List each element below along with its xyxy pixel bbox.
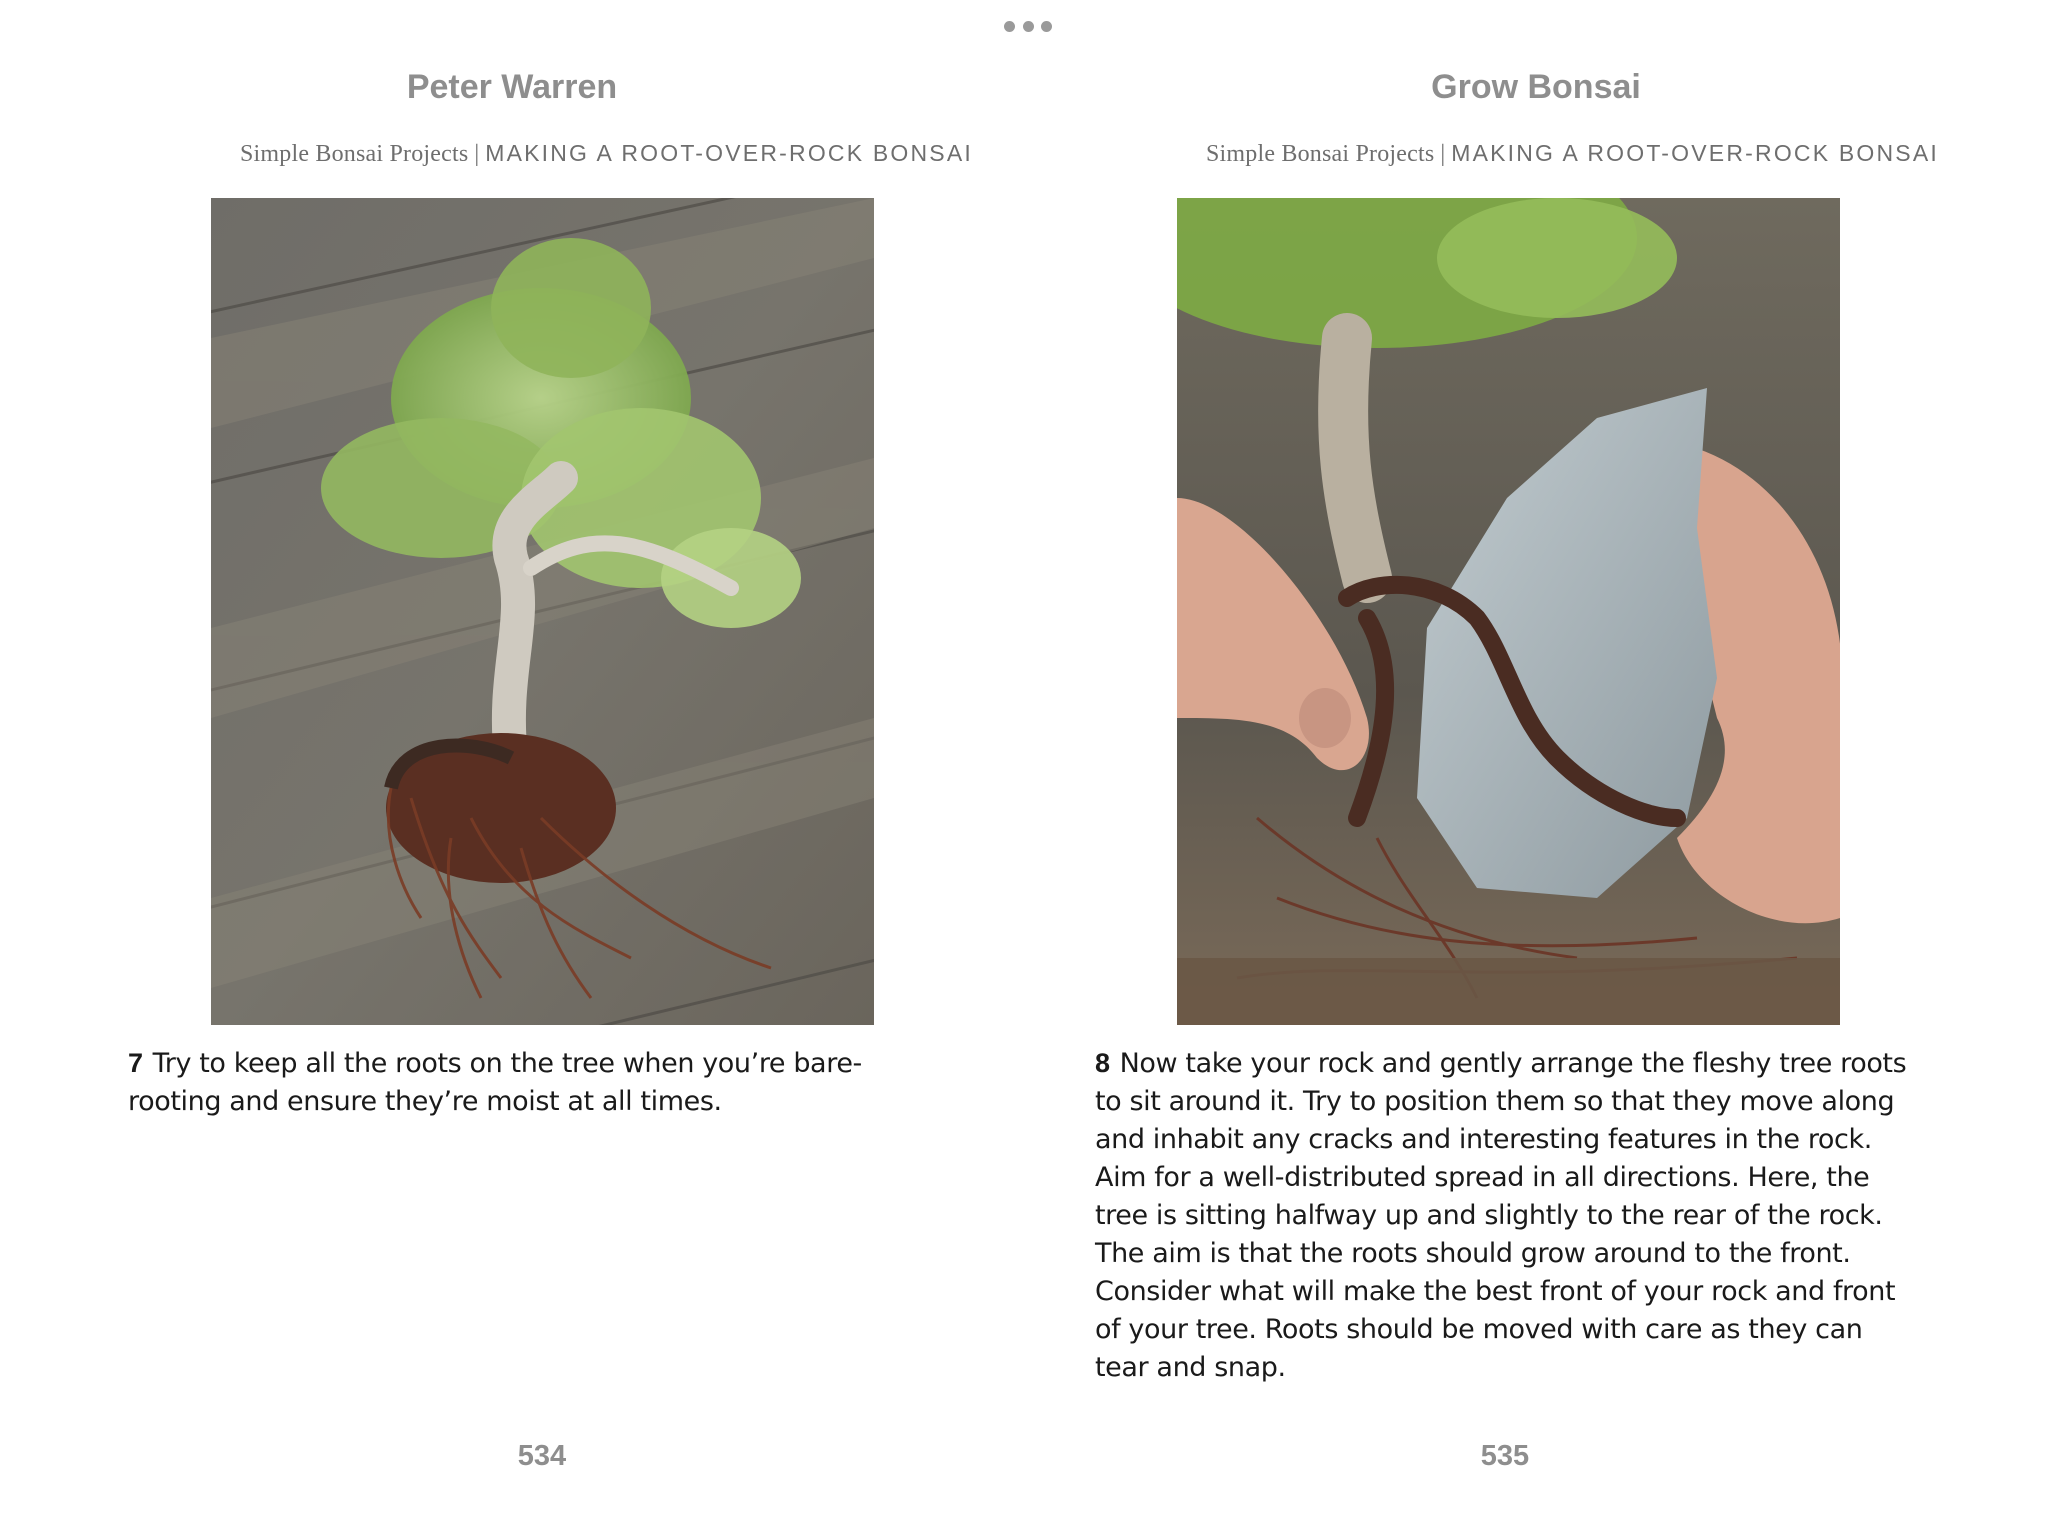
title-separator: | [474,141,480,167]
step-caption [1095,1044,1920,1387]
step-text: Try to keep all the roots on the tree when you’re bare-rooting and ensure they’re moist at all times. [128,1048,862,1117]
bonsai-photo-bare-root [211,198,874,1025]
section-title: MAKING A ROOT-OVER-ROCK BONSAI [485,140,973,166]
running-head-book: Grow Bonsai [1431,68,1641,106]
page-number: 535 [1480,1440,1530,1472]
book-title: Simple Bonsai Projects [240,141,469,167]
step-number: 8 [1095,1048,1110,1078]
step-text: Now take your rock and gently arrange the fleshy tree roots to sit around it. Try to position them so that they move along and inhabit any cracks and interesting features in the rock. Aim for a well-distributed spread in all directions. Here, the tree is sitting halfway up and slightly to the rear of the rock. The aim is that the roots should grow around to the front. Consider what will make the best front of your rock and front of your tree. Roots should be moved with care as they can tear and snap. [1095,1048,1907,1383]
running-head-author: Peter Warren [406,68,618,106]
step-number: 7 [128,1048,143,1078]
bonsai-photo-root-over-rock [1177,198,1840,1025]
page-number: 534 [517,1440,567,1472]
chapter-line [1206,140,1939,168]
step-caption [128,1044,948,1121]
right-page [1024,0,2048,1536]
book-title: Simple Bonsai Projects [1206,141,1435,167]
chapter-line [240,140,973,168]
title-separator: | [1440,141,1446,167]
section-title: MAKING A ROOT-OVER-ROCK BONSAI [1451,140,1939,166]
